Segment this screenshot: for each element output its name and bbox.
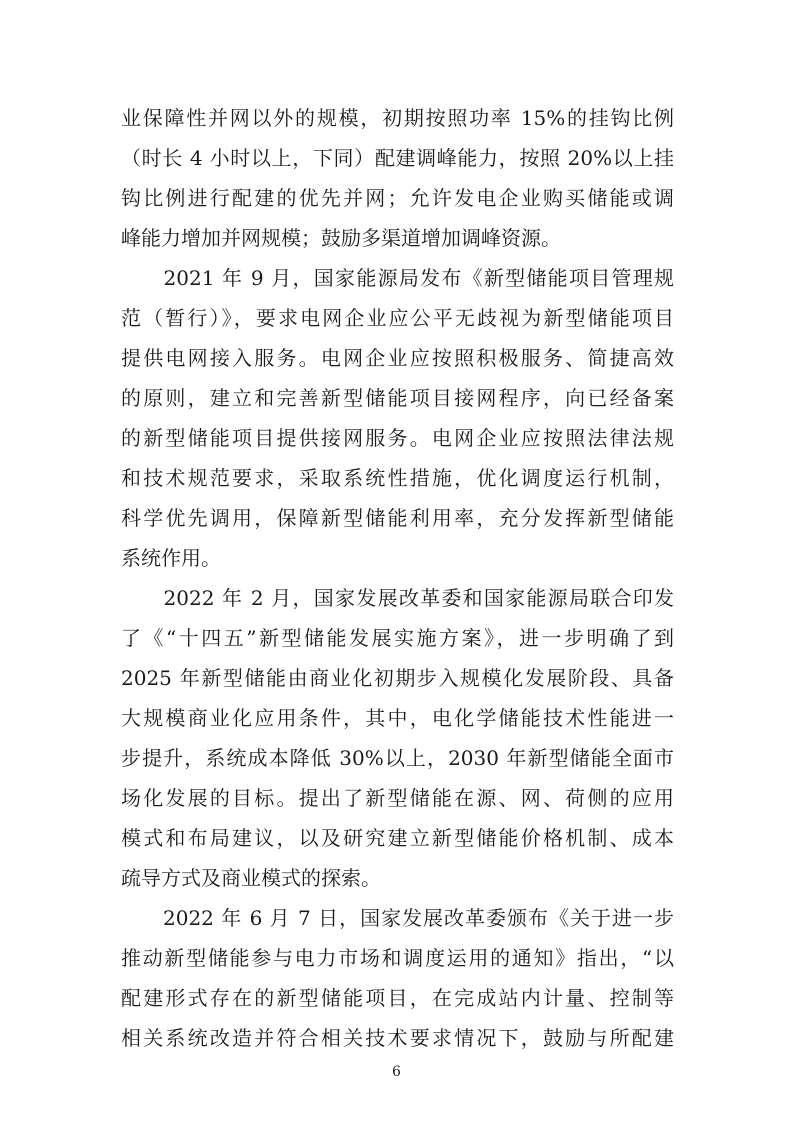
text-line: 推动新型储能参与电力市场和调度运用的通知》指出，“以 — [121, 946, 674, 970]
text-line: 的原则，建立和完善新型储能项目接网程序，向已经备案 — [121, 386, 674, 410]
text-line: 科学优先调用，保障新型储能利用率，充分发挥新型储能 — [121, 506, 674, 530]
text-line: 配建形式存在的新型储能项目，在完成站内计量、控制等 — [121, 986, 674, 1010]
text-line: 模式和布局建议，以及研究建立新型储能价格机制、成本 — [121, 826, 674, 850]
paragraph-start-line: 2022 年 2 月，国家发展改革委和国家能源局联合印发 — [121, 586, 674, 610]
text-line: 2025 年新型储能由商业化初期步入规模化发展阶段、具备 — [121, 666, 674, 690]
text-line: 范（暂行）》，要求电网企业应公平无歧视为新型储能项目 — [121, 306, 674, 330]
text-line: 峰能力增加并网规模；鼓励多渠道增加调峰资源。 — [121, 226, 561, 250]
text-line: 系统作用。 — [121, 546, 221, 570]
text-line: 疏导方式及商业模式的探索。 — [121, 866, 381, 890]
text-line: 步提升，系统成本降低 30%以上，2030 年新型储能全面市 — [121, 746, 674, 770]
paragraph-start-line: 2021 年 9 月，国家能源局发布《新型储能项目管理规 — [121, 266, 674, 290]
text-line: 场化发展的目标。提出了新型储能在源、网、荷侧的应用 — [121, 786, 674, 810]
text-line: 和技术规范要求，采取系统性措施，优化调度运行机制， — [121, 466, 674, 490]
text-line: 提供电网接入服务。电网企业应按照积极服务、简捷高效 — [121, 346, 674, 370]
text-line: 相关系统改造并符合相关技术要求情况下，鼓励与所配建 — [121, 1026, 674, 1050]
text-line: 的新型储能项目提供接网服务。电网企业应按照法律法规 — [121, 426, 674, 450]
text-line: 了《“十四五”新型储能发展实施方案》，进一步明确了到 — [121, 626, 674, 650]
text-line: 大规模商业化应用条件，其中，电化学储能技术性能进一 — [121, 706, 674, 730]
text-line: （时长 4 小时以上，下同）配建调峰能力，按照 20%以上挂 — [121, 146, 674, 170]
paragraph-start-line: 2022 年 6 月 7 日，国家发展改革委颁布《关于进一步 — [121, 906, 674, 930]
text-line: 钩比例进行配建的优先并网；允许发电企业购买储能或调 — [121, 186, 674, 210]
text-line: 业保障性并网以外的规模，初期按照功率 15%的挂钩比例 — [121, 106, 674, 130]
page-number: 6 — [392, 1064, 401, 1080]
